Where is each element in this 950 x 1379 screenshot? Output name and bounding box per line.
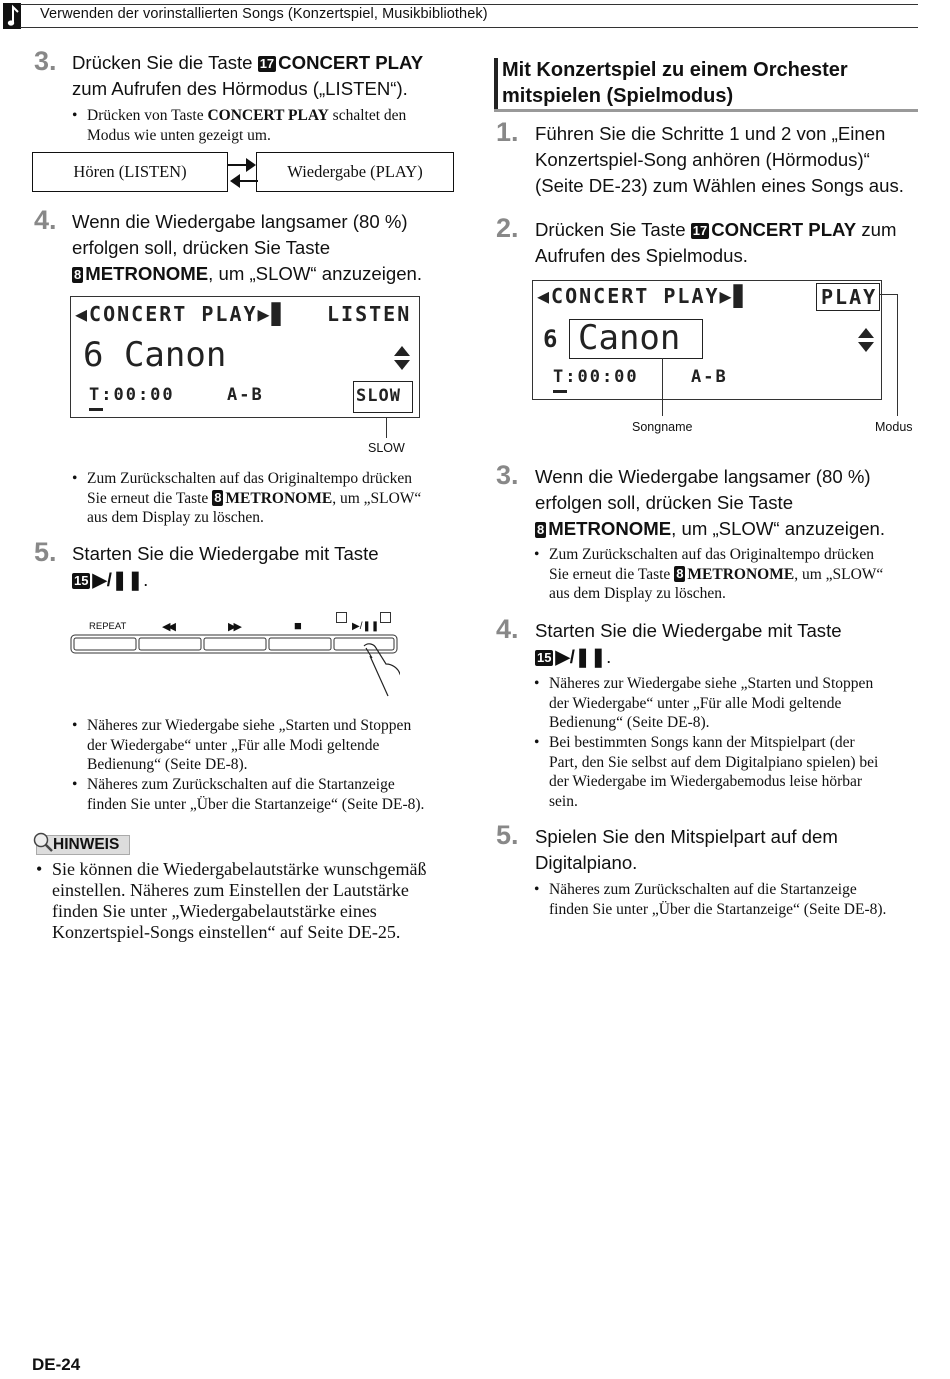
panel-repeat-label: REPEAT bbox=[89, 621, 127, 632]
hint-line: Sie können die Wiedergabelautstärke wunschgemäß bbox=[52, 859, 427, 879]
hinweis-label: HINWEIS bbox=[53, 836, 120, 853]
key-number-badge: 8 bbox=[676, 565, 684, 581]
key-name: METRONOME bbox=[548, 518, 672, 539]
bullet-item bbox=[534, 733, 929, 811]
lcd-song: Canon bbox=[578, 318, 681, 358]
step-3-text bbox=[72, 50, 472, 102]
bullet-text: Drücken von Taste bbox=[87, 107, 208, 124]
key-name: CONCERT PLAY bbox=[278, 52, 424, 73]
bullet-item bbox=[72, 106, 467, 145]
mode-play-box: Wiedergabe (PLAY) bbox=[256, 152, 454, 192]
key-number-badge: 8 bbox=[537, 522, 545, 537]
lcd-updown-icon bbox=[393, 345, 411, 376]
lcd-ab: A-B bbox=[227, 385, 264, 405]
songname-label: Songname bbox=[632, 420, 693, 434]
bullet-text: aus dem Display zu löschen. bbox=[87, 509, 264, 526]
step-number: 3. bbox=[34, 46, 57, 76]
bullet-text: sein. bbox=[549, 792, 578, 810]
step-text: zum Aufrufen des Hörmodus („LISTEN“). bbox=[72, 78, 408, 99]
mode-switch-arrows-icon bbox=[228, 154, 258, 192]
key-number-badge: 8 bbox=[74, 267, 82, 282]
step-number: 2. bbox=[496, 213, 519, 243]
step-5-text bbox=[535, 824, 935, 876]
bullet-text: Bedienung“ (Seite DE-8). bbox=[549, 714, 710, 731]
page-header bbox=[0, 0, 918, 28]
lcd-display-play bbox=[532, 280, 882, 400]
step-text: Drücken Sie Taste bbox=[535, 219, 691, 240]
lcd-cursor bbox=[553, 390, 567, 393]
slow-leader-line bbox=[386, 418, 387, 438]
step-text: erfolgen soll, drücken Sie Taste bbox=[72, 237, 331, 258]
step-4-text bbox=[535, 618, 935, 670]
panel-buttons-drawing bbox=[70, 634, 400, 698]
section-title bbox=[502, 57, 912, 109]
bullet-text: , um „SLOW“ bbox=[332, 489, 422, 507]
button-panel-illustration bbox=[70, 608, 400, 698]
step-text: . bbox=[606, 646, 612, 667]
hinweis-badge bbox=[32, 831, 128, 855]
lcd-songname-frame bbox=[569, 319, 703, 359]
bullet-text: Näheres zum Zurückschalten auf die Startanzeige bbox=[87, 776, 395, 793]
bullet-dot: • bbox=[36, 859, 43, 879]
bullet-text: Bei bestimmten Songs kann der Mitspielpart (der bbox=[549, 734, 855, 751]
hint-line: finden Sie unter „Wiedergabelautstärke eines bbox=[52, 901, 377, 921]
bullet-text: Sie erneut die Taste bbox=[87, 489, 213, 507]
lcd-top-line: ◀CONCERT PLAY▶▊ bbox=[537, 284, 748, 308]
lcd-top-line: ◀CONCERT PLAY▶▊ bbox=[75, 302, 286, 326]
header-title: Verwenden der vorinstallierten Songs (Konzertspiel, Musikbibliothek) bbox=[40, 6, 488, 22]
step-number: 5. bbox=[496, 820, 519, 850]
bullet-dot: • bbox=[534, 675, 540, 692]
section-title-line: mitspielen (Spielmodus) bbox=[502, 85, 734, 107]
bullet-text: Näheres zur Wiedergabe siehe „Starten und Stoppen bbox=[549, 675, 874, 692]
step-text: (Seite DE-23) zum Wählen eines Songs aus. bbox=[535, 175, 904, 196]
bullet-text: Näheres zum Zurückschalten auf die Startanzeige bbox=[549, 881, 857, 898]
step-text: , um „SLOW“ anzuzeigen. bbox=[671, 518, 886, 539]
lcd-mode-frame bbox=[816, 283, 880, 311]
step-text: Starten Sie die Wiedergabe mit Taste bbox=[72, 543, 379, 564]
step-number: 4. bbox=[496, 614, 519, 644]
header-rule-bottom bbox=[20, 27, 918, 28]
lcd-cursor bbox=[89, 408, 103, 411]
bullet-text: Sie erneut die Taste bbox=[549, 565, 675, 583]
bullet-text: Zum Zurückschalten auf das Originaltempo drücken bbox=[549, 546, 874, 563]
step-text: Wenn die Wiedergabe langsamer (80 %) bbox=[535, 466, 871, 487]
bullet-text: , um „SLOW“ bbox=[794, 565, 884, 583]
step-text: . bbox=[143, 569, 149, 590]
key-number-badge: 15 bbox=[74, 573, 89, 588]
bullet-dot: • bbox=[72, 470, 78, 487]
modus-leader-h bbox=[880, 294, 898, 295]
lcd-time: T:00:00 bbox=[553, 367, 639, 387]
bullet-item bbox=[72, 469, 467, 528]
bullet-text: Zum Zurückschalten auf das Originaltempo drücken bbox=[87, 470, 412, 487]
step-text: Digitalpiano. bbox=[535, 852, 638, 873]
bullet-text: Bedienung“ (Seite DE-8). bbox=[87, 756, 248, 773]
step-2-text bbox=[535, 217, 935, 269]
bullet-dot: • bbox=[72, 717, 78, 734]
section-rule bbox=[494, 109, 918, 112]
modus-label: Modus bbox=[875, 420, 913, 434]
lcd-song: 6 Canon bbox=[83, 335, 227, 375]
key-number-badge: 17 bbox=[259, 56, 275, 71]
hint-line: Konzertspiel-Songs einstellen“ auf Seite DE-25. bbox=[52, 922, 401, 942]
step-text: Aufrufen des Spielmodus. bbox=[535, 245, 748, 266]
bullet-dot: • bbox=[534, 734, 540, 751]
step-text: erfolgen soll, drücken Sie Taste bbox=[535, 492, 794, 513]
lcd-updown-icon bbox=[857, 327, 875, 358]
bullet-dot: • bbox=[72, 776, 78, 793]
songname-leader-line bbox=[662, 358, 663, 416]
rewind-icon: ◀◀ bbox=[162, 621, 173, 633]
key-name: CONCERT PLAY bbox=[711, 219, 857, 240]
lcd-time: T:00:00 bbox=[89, 385, 175, 405]
bullet-text: der Wiedergabe im Wiedergabemodus leise hörbar bbox=[549, 773, 863, 790]
bullet-item bbox=[534, 674, 929, 733]
lcd-ab: A-B bbox=[691, 367, 728, 387]
lcd-slow: SLOW bbox=[356, 386, 401, 406]
bullet-dot: • bbox=[534, 881, 540, 898]
indicator-lamp bbox=[380, 612, 391, 623]
bullet-item bbox=[72, 716, 467, 775]
bullet-dot: • bbox=[534, 546, 540, 563]
step-4-text bbox=[72, 209, 472, 287]
bullet-text: schaltet den bbox=[328, 107, 407, 124]
bullet-text: Näheres zur Wiedergabe siehe „Starten und Stoppen bbox=[87, 717, 412, 734]
key-name: CONCERT PLAY bbox=[207, 107, 329, 124]
step-3-text bbox=[535, 464, 935, 542]
step-text: , um „SLOW“ anzuzeigen. bbox=[208, 263, 423, 284]
lcd-display-listen bbox=[70, 296, 420, 418]
bullet-text: Modus wie unten gezeigt um. bbox=[87, 126, 271, 144]
slow-label: SLOW bbox=[368, 441, 405, 455]
step-text: Starten Sie die Wiedergabe mit Taste bbox=[535, 620, 842, 641]
mode-listen-box: Hören (LISTEN) bbox=[32, 152, 228, 192]
key-number-badge: 8 bbox=[214, 489, 222, 505]
key-name: METRONOME bbox=[85, 263, 209, 284]
page-number: DE-24 bbox=[32, 1355, 81, 1374]
bullet-text: finden Sie unter „Über die Startanzeige“ (Seite DE-8). bbox=[87, 795, 425, 813]
modus-leader-v bbox=[897, 294, 898, 416]
step-text: Wenn die Wiedergabe langsamer (80 %) bbox=[72, 211, 408, 232]
key-name: ▶/❚❚ bbox=[92, 569, 144, 590]
lcd-slow-frame bbox=[353, 381, 413, 413]
bullet-dot: • bbox=[72, 107, 78, 124]
bullet-text: der Wiedergabe“ unter „Für alle Modi geltende bbox=[87, 736, 380, 754]
step-text: zum bbox=[856, 219, 897, 240]
key-number-badge: 17 bbox=[692, 223, 708, 238]
lcd-mode: PLAY bbox=[821, 285, 878, 309]
key-name: ▶/❚❚ bbox=[555, 646, 607, 667]
hint-line: einstellen. Näheres zum Einstellen der Lautstärke bbox=[52, 880, 409, 900]
play-pause-icon: ▶/❚❚ bbox=[352, 621, 380, 632]
music-note-icon bbox=[3, 3, 31, 27]
step-text: Führen Sie die Schritte 1 und 2 von „Einen bbox=[535, 123, 886, 144]
key-number-badge: 15 bbox=[537, 650, 552, 665]
key-name: METRONOME bbox=[225, 489, 333, 507]
bullet-text: Part, den Sie selbst auf dem Digitalpiano spielen) bei bbox=[549, 753, 879, 771]
step-5-text bbox=[72, 541, 472, 593]
step-text: Spielen Sie den Mitspielpart auf dem bbox=[535, 826, 838, 847]
hinweis-text bbox=[36, 859, 472, 943]
header-rule-top bbox=[20, 4, 918, 5]
magnifier-icon bbox=[32, 831, 54, 853]
stop-icon: ■ bbox=[294, 618, 302, 633]
step-number: 5. bbox=[34, 537, 57, 567]
section-title-line: Mit Konzertspiel zu einem Orchester bbox=[502, 59, 848, 81]
step-number: 4. bbox=[34, 205, 57, 235]
bullet-item bbox=[72, 775, 467, 814]
step-text: Drücken Sie die Taste bbox=[72, 52, 258, 73]
step-1-text bbox=[535, 121, 935, 199]
fast-forward-icon: ▶▶ bbox=[228, 621, 239, 633]
bullet-text: aus dem Display zu löschen. bbox=[549, 585, 726, 602]
bullet-text: finden Sie unter „Über die Startanzeige“ (Seite DE-8). bbox=[549, 900, 887, 918]
bullet-item bbox=[534, 880, 929, 919]
section-bar bbox=[494, 58, 498, 110]
lcd-mode: LISTEN bbox=[327, 302, 412, 326]
step-number: 1. bbox=[496, 117, 519, 147]
key-name: METRONOME bbox=[687, 565, 795, 583]
step-number: 3. bbox=[496, 460, 519, 490]
step-text: Konzertspiel-Song anhören (Hörmodus)“ bbox=[535, 149, 870, 170]
bullet-text: der Wiedergabe“ unter „Für alle Modi geltende bbox=[549, 694, 842, 712]
lcd-song-number: 6 bbox=[543, 325, 560, 353]
bullet-item bbox=[534, 545, 929, 604]
indicator-lamp bbox=[336, 612, 347, 623]
